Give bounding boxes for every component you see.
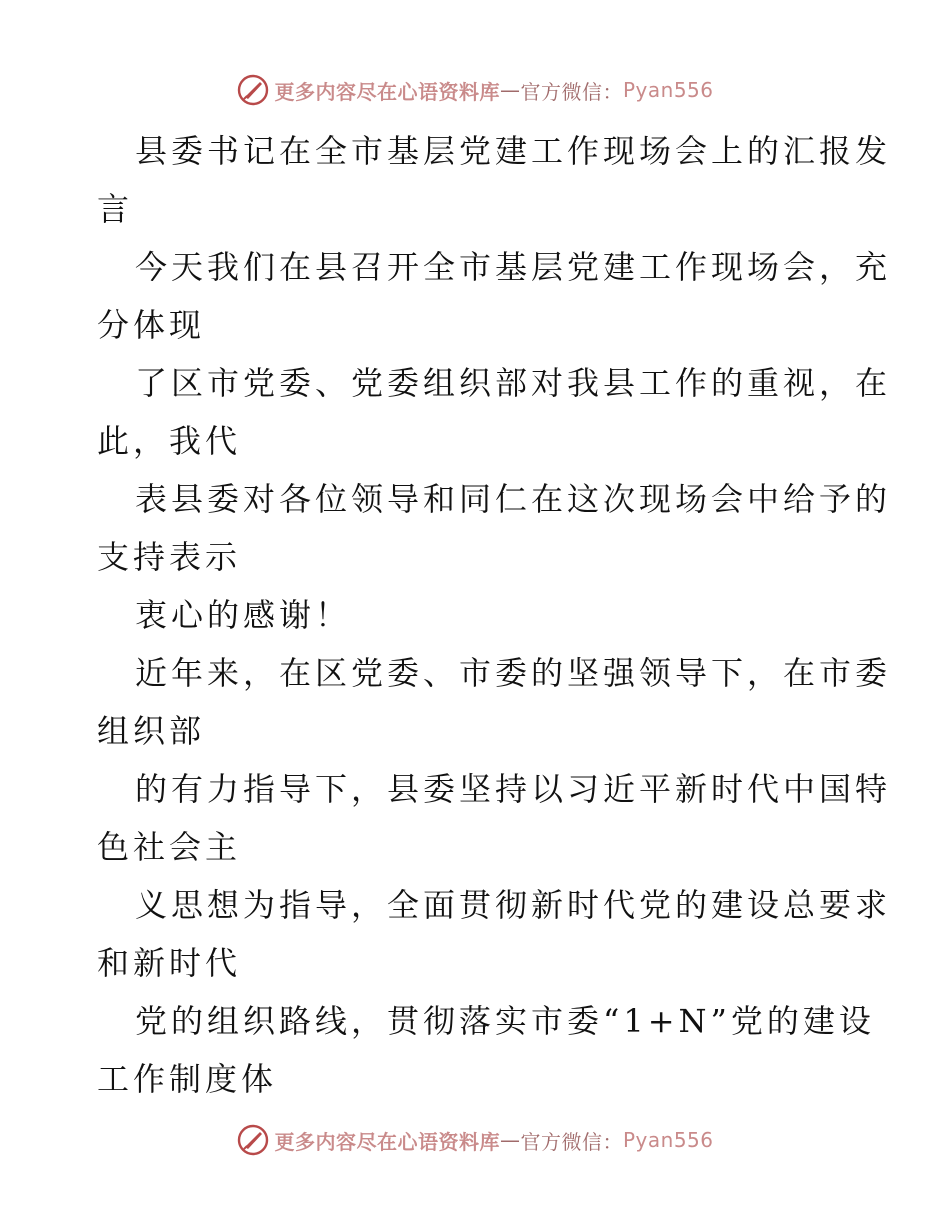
text-line: 县委书记在全市基层党建工作现场会上的汇报发 [135,132,892,170]
banner-wechat-id: Pyan556 [622,1128,714,1152]
banner-dash: — [499,78,521,102]
banner-label: 官方微信： [520,1129,623,1154]
text-line: 色社会主 [97,828,242,866]
text-line: 此，我代 [97,422,242,460]
text-line: 工作制度体 [97,1060,278,1098]
banner-dash: — [499,1128,521,1152]
quill-logo-icon [236,1123,270,1157]
banner-title: 更多内容尽在心语资料库 [274,1129,500,1154]
banner-text [274,76,713,105]
text-line: 近年来，在区党委、市委的坚强领导下，在市委 [135,654,892,692]
text-line: 表县委对各位领导和同仁在这次现场会中给予的 [135,480,892,518]
text-line: 组织部 [97,712,206,750]
text-line: 了区市党委、党委组织部对我县工作的重视，在 [135,364,892,402]
text-line: 今天我们在县召开全市基层党建工作现场会，充 [135,248,892,286]
footer-banner [0,1118,950,1162]
document-body [97,122,892,1108]
text-line: 党的组织路线，贯彻落实市委“1+N”党的建设 [135,1002,875,1040]
banner-text [274,1126,713,1155]
header-banner [0,68,950,112]
text-line: 和新时代 [97,944,242,982]
text-line: 义思想为指导，全面贯彻新时代党的建设总要求 [135,886,892,924]
text-line: 分体现 [97,306,206,344]
banner-title: 更多内容尽在心语资料库 [274,79,500,104]
text-line: 支持表示 [97,538,242,576]
banner-wechat-id: Pyan556 [622,78,714,102]
text-line: 言 [97,190,134,228]
text-line: 的有力指导下，县委坚持以习近平新时代中国特 [135,770,892,808]
quill-logo-icon [236,73,270,107]
banner-label: 官方微信： [520,79,623,104]
text-line: 衷心的感谢！ [135,596,352,634]
